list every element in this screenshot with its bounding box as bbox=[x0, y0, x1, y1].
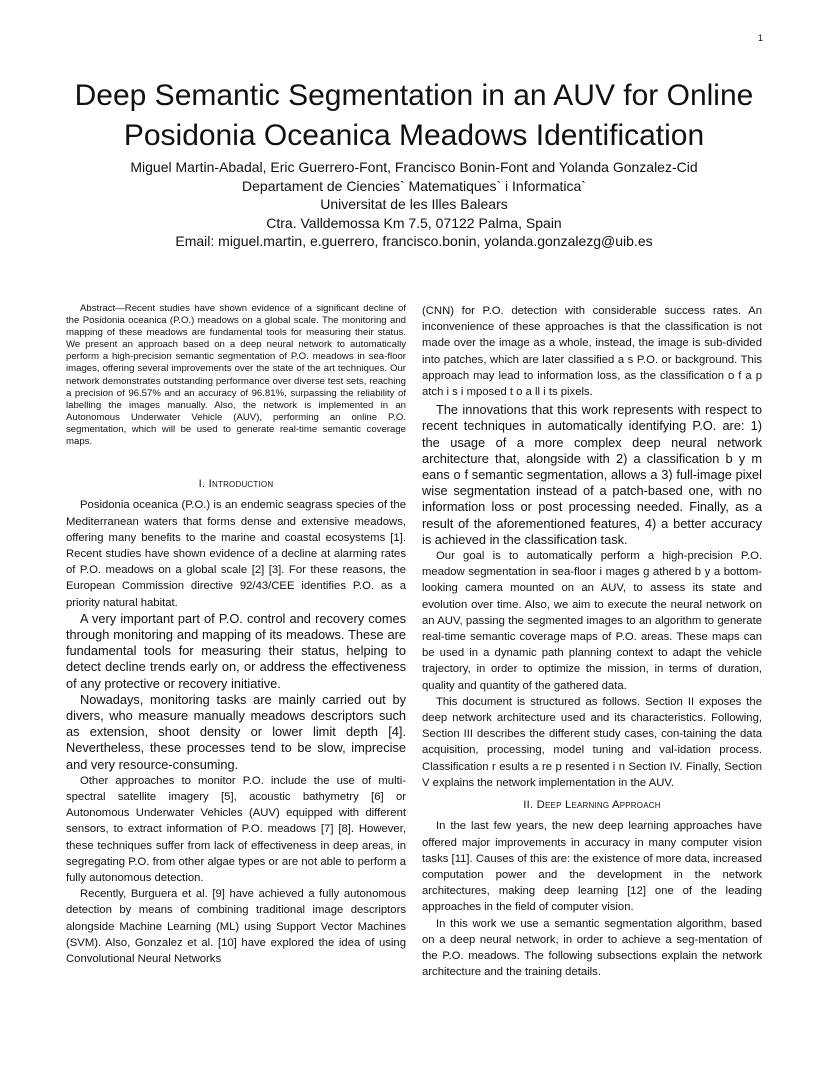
paragraph: In the last few years, the new deep learning approaches have offered major improvements in accuracy in many computer vision tasks [11]. Causes of this are: the existence of more data, increased computation power and the development in the network architectures, making deep learning [12] one of the leading approaches in the field of computer vision. bbox=[422, 820, 762, 914]
abstract: Abstract—Recent studies have shown evidence of a significant decline of the Posidonia oceanica (P.O.) meadows on a global scale. The monitoring and mapping of these meadows are fundamental tools for measuring their status. We present an approach based on a deep neural network to automatically perform a high-precision semantic segmentation of P.O. meadows in sea-floor images, offering several improvements over the state of the art techniques. Our network demonstrates outstanding performance over diverse test sets, reaching a precision of 96.57% and an accuracy of 96.81%, surpassing the reliability of labelling the images manually. Also, the network is implemented in an Autonomous Underwater Vehicle (AUV), performing an online P.O. segmentation, which will be used to generate real-time semantic coverage maps. bbox=[66, 303, 406, 448]
paragraph: In this work we use a semantic segmentation algorithm, based on a deep neural network, in order to achieve a seg-mentation of the P.O. meadows. The following subsections explain the network architecture and the training details. bbox=[422, 917, 762, 979]
paragraph: The innovations that this work represents with respect to recent techniques in automatically identifying P.O. are: 1) the usage of a more complex deep neural network architecture that, alongside with 2) a classification b y m eans o f semantic segmentation, allows a 3) full-image pixel wise segmentation instead of a patch-based one, with no information loss or post processing needed. Finally, as a result of the aforementioned features, 4) a better accuracy is achieved in the classification task. bbox=[422, 402, 762, 547]
title-line-2: Posidonia Oceanica Meadows Identification bbox=[123, 119, 705, 152]
author-block bbox=[0, 158, 828, 251]
author-email: Email: miguel.martin, e.guerrero, francisco.bonin, yolanda.gonzalezg@uib.es bbox=[175, 233, 653, 249]
section-heading-introduction: I. Introduction bbox=[198, 478, 274, 491]
left-column bbox=[66, 303, 406, 967]
paper-title bbox=[0, 76, 828, 156]
author-department: Departament de Ciencies` Matematiques` i Informatica` bbox=[242, 177, 586, 194]
paragraph: Other approaches to monitor P.O. include the use of multi-spectral satellite imagery [5], acoustic bathymetry [6] or Autonomous Underwater Vehicles (AUV) equipped with different sensors, to extract information of P.O. meadows [7] [8]. However, these techniques suffer from lack of effectiveness in deep areas, in segregating P.O. from other algae types or are not able to perform a fully autonomous detection. bbox=[66, 774, 406, 884]
paragraph: (CNN) for P.O. detection with considerable success rates. An inconvenience of these approaches is that the classification is not made over the image as a whole, instead, the image is sub-divided into patches, which are later classified a s P.O. or background. This approach may lead to information loss, as the classification o f a p atch i s i mposed t o a ll i ts pixels. bbox=[422, 305, 762, 399]
paragraph: This document is structured as follows. Section II exposes the deep network architecture used and its characteristics. Following, Section III describes the different study cases, con-taining the data acquisition, processing, model tuning and val-idation process. Classification r esults a re p resented i n Section IV. Finally, Section V explains the network implementation in the AUV. bbox=[422, 695, 762, 789]
title-line-1: Deep Semantic Segmentation in an AUV for Online bbox=[74, 79, 754, 112]
paragraph: Our goal is to automatically perform a high-precision P.O. meadow segmentation in sea-floor i mages g athered b y a bottom-looking camera mounted on an AUV, to assess its state and evolution over time. Also, we aim to execute the neural network on an AUV, passing the segmented images to an algorithm to generate real-time semantic coverage maps of P.O. areas. These maps can be used in a dynamic path planning context to adapt the vehicle trajectory, in order to optimize the mission, in terms of duration, quality and quantity of the gathered data. bbox=[422, 550, 762, 692]
page-number: 1 bbox=[757, 33, 763, 43]
paragraph: Recently, Burguera et al. [9] have achieved a fully autonomous detection by means of combining traditional image descriptors alongside Machine Learning (ML) using Support Vector Machines (SVM). Also, Gonzalez et al. [10] have explored the idea of using Convolutional Neural Networks bbox=[66, 888, 406, 966]
right-column bbox=[422, 303, 762, 980]
paragraph: Posidonia oceanica (P.O.) is an endemic seagrass species of the Mediterranean waters that forms dense and extensive meadows, offering many benefits to the marine and coastal ecosystems [1]. Recent studies have shown evidence of a decline at alarming rates of P.O. meadows on a global scale [2] [3]. For these reasons, the European Commission directive 92/43/CEE identifies P.O. as a priority natural habitat. bbox=[66, 499, 406, 609]
paragraph: Nowadays, monitoring tasks are mainly carried out by divers, who measure manually meadows descriptors such as extension, shoot density or lower limit depth [4]. Nevertheless, these processes tend to be slow, imprecise and very resource-consuming. bbox=[66, 691, 406, 772]
author-names: Miguel Martin-Abadal, Eric Guerrero-Font, Francisco Bonin-Font and Yolanda Gonzalez-Cid bbox=[130, 159, 698, 175]
author-university: Universitat de les Illes Balears bbox=[320, 196, 508, 212]
section-heading-deep-learning: II. Deep Learning Approach bbox=[523, 799, 661, 812]
author-address: Ctra. Valldemossa Km 7.5, 07122 Palma, Spain bbox=[266, 214, 562, 231]
paragraph: A very important part of P.O. control and recovery comes through monitoring and mapping of its meadows. These are fundamental tools for measuring their status, helping to detect decline trends early on, or address the effectiveness of any protective or recovery initiative. bbox=[66, 610, 406, 691]
